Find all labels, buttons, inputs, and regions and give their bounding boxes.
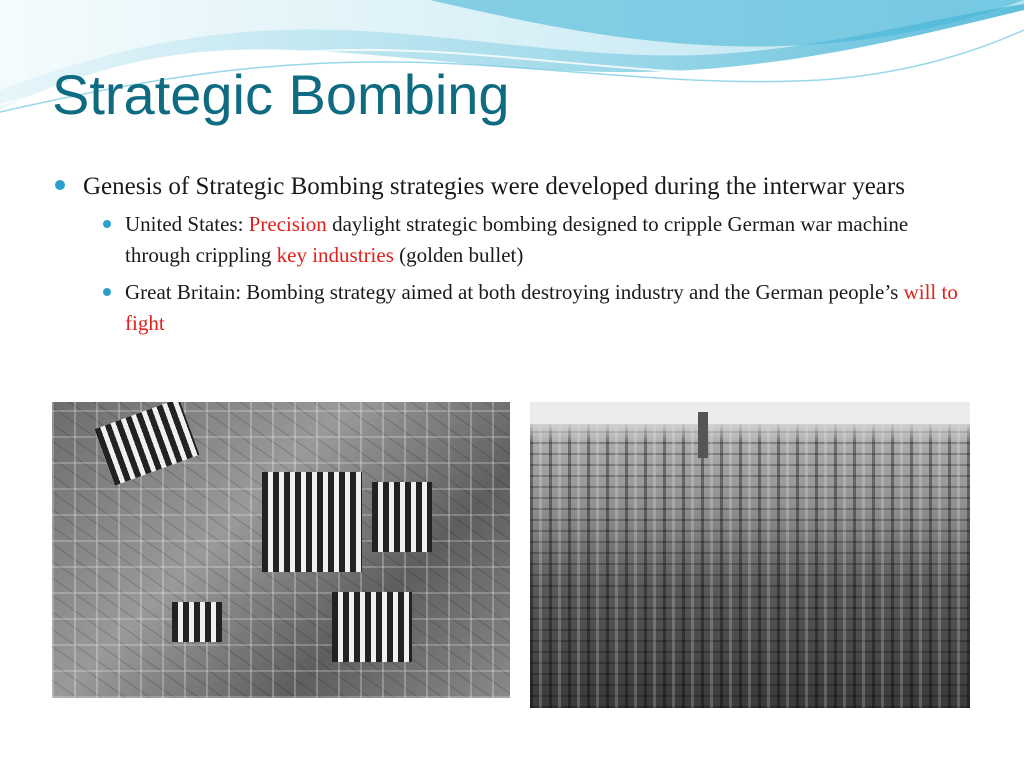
sky xyxy=(530,402,970,424)
sub-bullet-gb xyxy=(100,277,972,339)
aerial-map-photo xyxy=(52,402,510,698)
us-highlight-key-industries: key industries xyxy=(276,243,394,267)
factory-block xyxy=(172,602,222,642)
church-tower xyxy=(698,412,708,458)
bullet-list xyxy=(52,170,972,345)
gb-text-1: Great Britain: Bombing strategy aimed at both destroying industry and the German people’s xyxy=(125,280,904,304)
factory-block xyxy=(332,592,412,662)
factory-block xyxy=(262,472,362,572)
us-text-3: (golden bullet) xyxy=(393,243,524,267)
us-text-1: United States: xyxy=(125,212,249,236)
sub-bullet-list xyxy=(52,209,972,339)
bullet-dot-icon xyxy=(103,288,111,296)
sub-bullet-us xyxy=(100,209,972,271)
gb-highlight-will-to-fight: will to fight xyxy=(125,280,958,335)
bullet-main xyxy=(52,170,972,203)
factory-block xyxy=(94,402,199,486)
bullet-dot-icon xyxy=(55,180,65,190)
bullet-dot-icon xyxy=(103,220,111,228)
bombed-city-ruins-photo xyxy=(530,402,970,708)
slide-title: Strategic Bombing xyxy=(52,63,510,126)
bullet-main-text: Genesis of Strategic Bombing strategies were developed during the interwar years xyxy=(83,173,905,200)
us-text-2: daylight strategic bombing designed to cripple German war machine through crippling xyxy=(125,212,909,267)
factory-block xyxy=(372,482,432,552)
us-highlight-precision: Precision xyxy=(248,212,327,236)
